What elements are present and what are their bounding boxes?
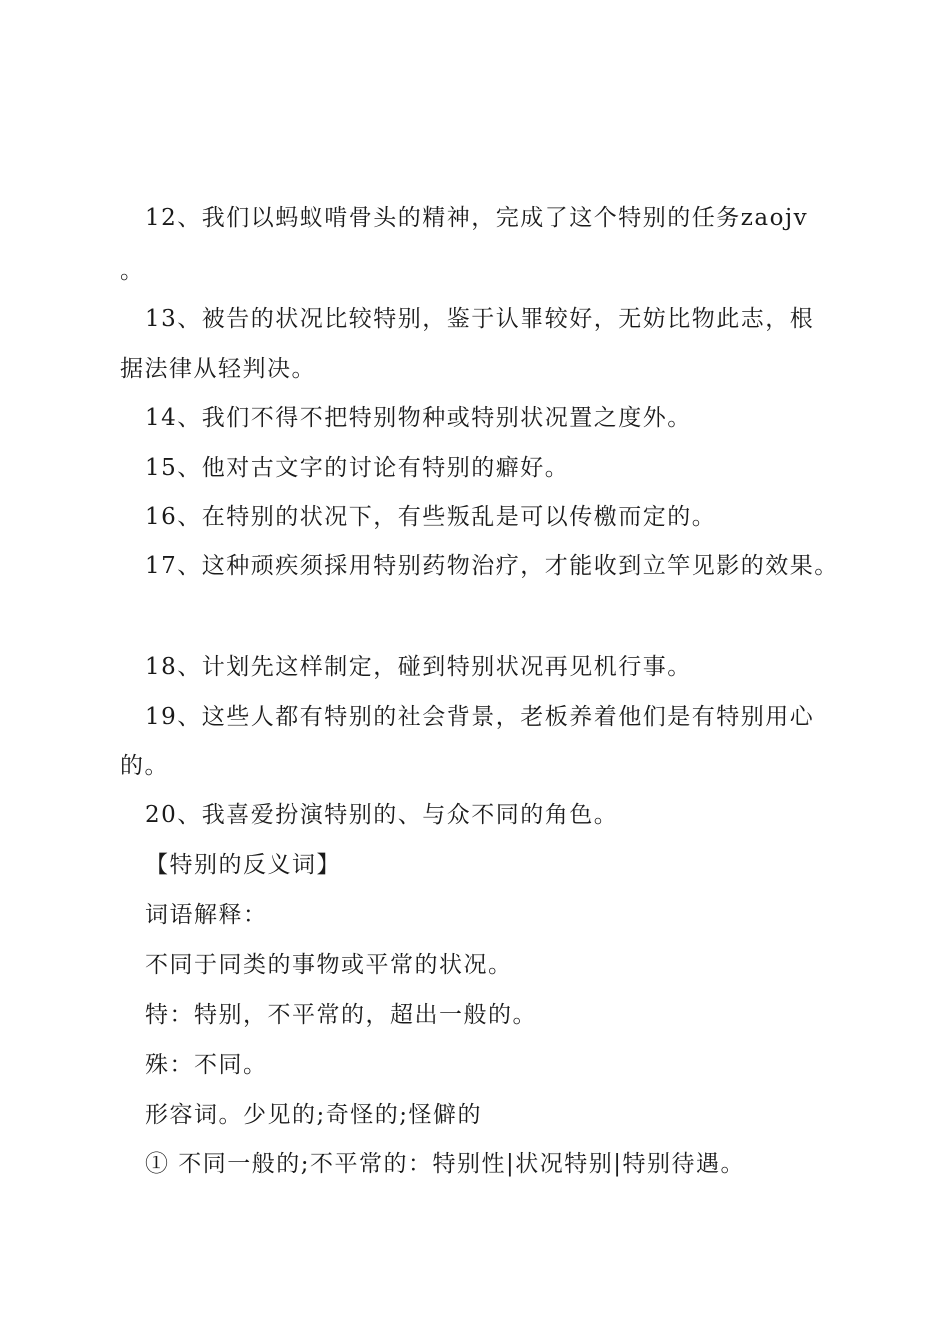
sentence-20: 20、我喜爱扮演特别的、与众不同的角色。	[145, 802, 619, 828]
sentence-19-line-1: 19、这些人都有特别的社会背景，老板养着他们是有特别用心	[145, 704, 815, 730]
sentence-15: 15、他对古文字的讨论有特别的癖好。	[145, 455, 570, 481]
sentence-19-line-2: 的。	[120, 753, 169, 779]
explain-label: 词语解释：	[145, 902, 268, 928]
section-heading: 【特别的反义词】	[145, 852, 341, 878]
sentence-18: 18、计划先这样制定，碰到特别状况再见机行事。	[145, 654, 692, 680]
definition-line-3: 殊：不同。	[145, 1052, 268, 1078]
sentence-12-line-1: 12、我们以蚂蚁啃骨头的精神，完成了这个特别的任务zaojv	[145, 205, 809, 231]
sentence-13-line-1: 13、被告的状况比较特别，鉴于认罪较好，无妨比物此志，根	[145, 306, 815, 332]
definition-line-4: 形容词。少见的;奇怪的;怪僻的	[145, 1102, 482, 1128]
sentence-12-line-2: 。	[120, 258, 145, 284]
definition-line-1: 不同于同类的事物或平常的状况。	[145, 952, 513, 978]
sentence-14: 14、我们不得不把特别物种或特别状况置之度外。	[145, 405, 692, 431]
sentence-16: 16、在特别的状况下，有些叛乱是可以传檄而定的。	[145, 504, 717, 530]
sentence-13-line-2: 据法律从轻判决。	[120, 356, 316, 382]
sentence-17: 17、这种顽疾须採用特别药物治疗，才能收到立竿见影的效果。	[145, 553, 839, 579]
definition-line-5: ① 不同一般的;不平常的：特别性|状况特别|特别待遇。	[145, 1151, 746, 1177]
definition-line-2: 特：特别，不平常的，超出一般的。	[145, 1002, 537, 1028]
